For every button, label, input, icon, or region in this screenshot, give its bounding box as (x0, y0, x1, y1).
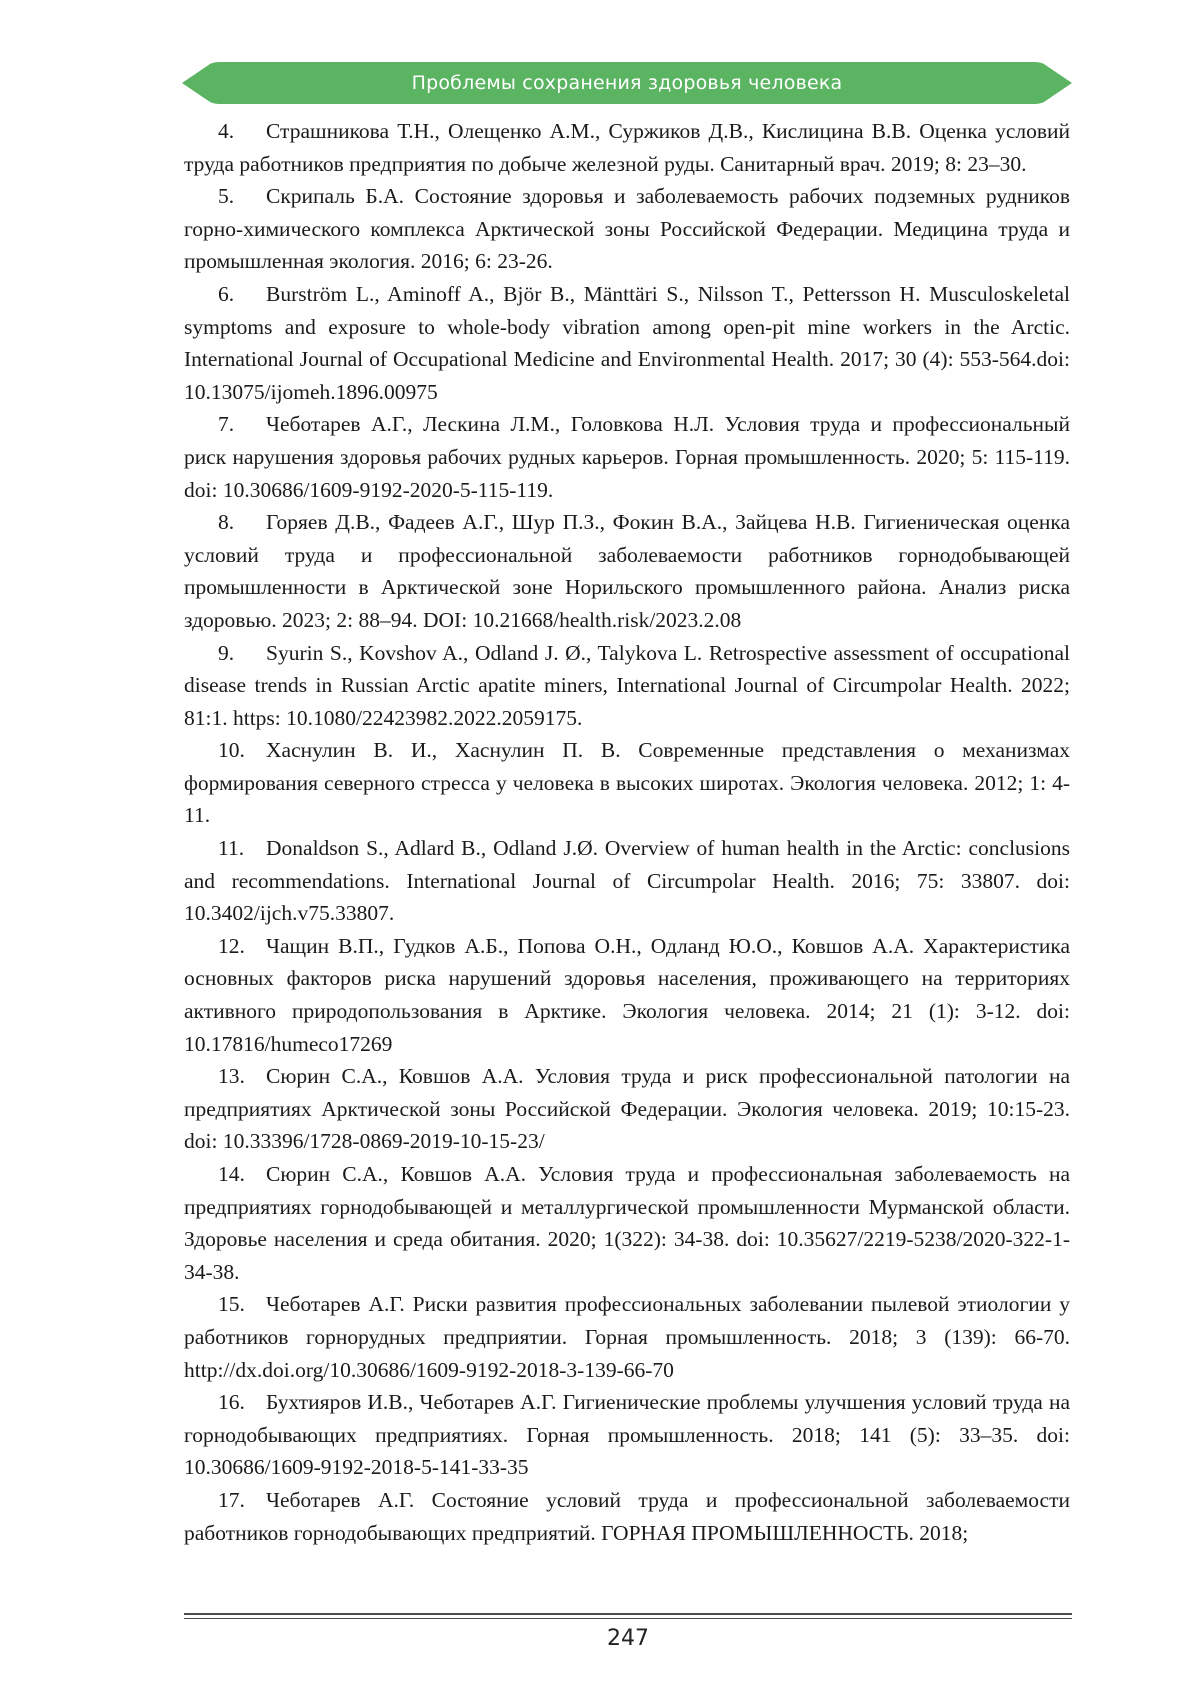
reference-number: 12. (218, 930, 266, 963)
reference-list (184, 115, 1070, 1549)
reference-number: 8. (218, 506, 266, 539)
reference-text: Страшникова Т.Н., Олещенко А.М., Суржиков Д.В., Кислицина В.В. Оценка условий труда работников предприятия по добыче железной руды. Санитарный врач. 2019; 8: 23–30. (184, 119, 1070, 176)
reference-item (184, 408, 1070, 506)
reference-item (184, 734, 1070, 832)
reference-item (184, 1386, 1070, 1484)
header-title: Проблемы сохранения здоровья человека (182, 62, 1072, 104)
reference-number: 17. (218, 1484, 266, 1517)
reference-text: Хаснулин В. И., Хаснулин П. В. Современные представления о механизмах формирования северного стресса у человека в высоких широтах. Экология человека. 2012; 1: 4-11. (184, 738, 1070, 827)
reference-text: Сюрин С.А., Ковшов А.А. Условия труда и профессиональная заболеваемость на предприятиях горнодобывающей и металлургической промышленности Мурманской области. Здоровье населения и среда обитания. 2020; 1(322): 34-38. doi: 10.35627/2219-5238/2020-322-1-34-38. (184, 1162, 1070, 1284)
reference-text: Скрипаль Б.А. Состояние здоровья и заболеваемость рабочих подземных рудников горно-химического комплекса Арктической зоны Российской Федерации. Медицина труда и промышленная экология. 2016; 6: 23-26. (184, 184, 1070, 273)
reference-text: Donaldson S., Adlard B., Odland J.Ø. Overview of human health in the Arctic: conclusions and recommendations. International Journal of Circumpolar Health. 2016; 75: 33807. doi: 10.3402/ijch.v75.33807. (184, 836, 1070, 925)
reference-text: Чеботарев А.Г., Лескина Л.М., Головкова Н.Л. Условия труда и профессиональный риск нарушения здоровья рабочих рудных карьеров. Горная промышленность. 2020; 5: 115-119. doi: 10.30686/1609-9192-2020-5-115-119. (184, 412, 1070, 501)
reference-item (184, 506, 1070, 636)
reference-text: Сюрин С.А., Ковшов А.А. Условия труда и риск профессиональной патологии на предприятиях Арктической зоны Российской Федерации. Экология человека. 2019; 10:15-23. doi: 10.33396/1728-0869-2019-10-15-23/ (184, 1064, 1070, 1153)
reference-number: 9. (218, 637, 266, 670)
reference-text: Бухтияров И.В., Чеботарев А.Г. Гигиенические проблемы улучшения условий труда на горнодобывающих предприятиях. Горная промышленность. 2018; 141 (5): 33–35. doi: 10.30686/1609-9192-2018-5-141-33-35 (184, 1390, 1070, 1479)
page-number: 247 (0, 1626, 1200, 1651)
reference-number: 14. (218, 1158, 266, 1191)
reference-number: 15. (218, 1288, 266, 1321)
reference-number: 16. (218, 1386, 266, 1419)
reference-number: 7. (218, 408, 266, 441)
reference-number: 11. (218, 832, 266, 865)
reference-item (184, 637, 1070, 735)
reference-item (184, 115, 1070, 180)
reference-text: Чащин В.П., Гудков А.Б., Попова О.Н., Одланд Ю.О., Ковшов А.А. Характеристика основных факторов риска нарушений здоровья населения, проживающего на территориях активного природопользования в Арктике. Экология человека. 2014; 21 (1): 3-12. doi: 10.17816/humeco17269 (184, 934, 1070, 1056)
reference-item (184, 832, 1070, 930)
reference-text: Чеботарев А.Г. Состояние условий труда и профессиональной заболеваемости работников горнодобывающих предприятий. ГОРНАЯ ПРОМЫШЛЕННОСТЬ. 2018; (184, 1488, 1070, 1545)
footer-double-rule (184, 1613, 1072, 1621)
reference-number: 4. (218, 115, 266, 148)
reference-item (184, 1484, 1070, 1549)
reference-item (184, 930, 1070, 1060)
reference-item (184, 180, 1070, 278)
reference-number: 13. (218, 1060, 266, 1093)
reference-text: Чеботарев А.Г. Риски развития профессиональных заболевании пылевой этиологии у работников горнорудных предприятии. Горная промышленность. 2018; 3 (139): 66-70. http://dx.doi.org/10.30686/1609-9192-2018-3-139-66-70 (184, 1292, 1070, 1381)
reference-number: 5. (218, 180, 266, 213)
reference-text: Burström L., Aminoff A., Björ B., Mänttäri S., Nilsson T., Pettersson H. Musculoskeletal symptoms and exposure to whole-body vibration among open-pit mine workers in the Arctic. International Journal of Occupational Medicine and Environmental Health. 2017; 30 (4): 553-564.doi: 10.13075/ijomeh.1896.00975 (184, 282, 1070, 404)
reference-number: 10. (218, 734, 266, 767)
footer-rule-thick (184, 1613, 1072, 1615)
running-header (182, 62, 1072, 104)
reference-item (184, 278, 1070, 408)
reference-item (184, 1288, 1070, 1386)
reference-text: Syurin S., Kovshov A., Odland J. Ø., Talykova L. Retrospective assessment of occupational disease trends in Russian Arctic apatite miners, International Journal of Circumpolar Health. 2022; 81:1. https: 10.1080/22423982.2022.2059175. (184, 641, 1070, 730)
reference-number: 6. (218, 278, 266, 311)
page (0, 0, 1200, 1704)
footer-rule-thin (184, 1618, 1072, 1619)
reference-text: Горяев Д.В., Фадеев А.Г., Шур П.З., Фокин В.А., Зайцева Н.В. Гигиеническая оценка условий труда и профессиональной заболеваемости работников горнодобывающей промышленности в Арктической зоне Норильского промышленного района. Анализ риска здоровью. 2023; 2: 88–94. DOI: 10.21668/health.risk/2023.2.08 (184, 510, 1070, 632)
reference-item (184, 1158, 1070, 1288)
reference-item (184, 1060, 1070, 1158)
